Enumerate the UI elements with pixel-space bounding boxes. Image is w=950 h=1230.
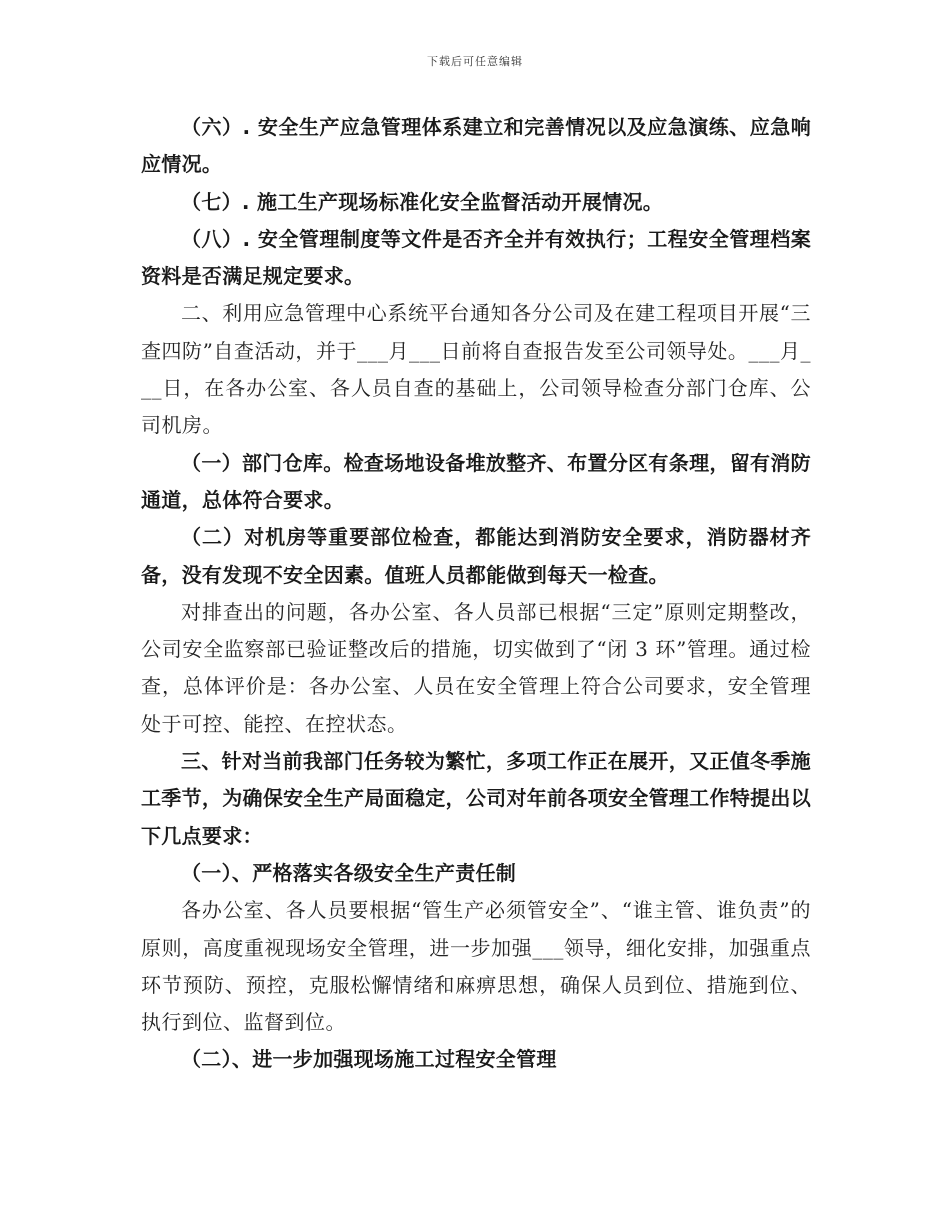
paragraph-requirement-1-heading: （一）、严格落实各级安全生产责任制 xyxy=(181,860,517,885)
paragraph-part-3: 三、针对当前我部门任务较为繁忙，多项工作正在展开，又正值冬季施工季节，为确保安全生产局面稳定，公司对年前各项安全管理工作特提出以下几点要求： xyxy=(141,749,811,848)
paragraph-rectification: 对排查出的问题，各办公室、各人员部已根据“三定”原则定期整改，公司安全监察部已验证整改后的措施，切实做到了“闭 3 环”管理。通过检查，总体评价是：各办公室、人员在安全管理上符合公司要求，安全管理处于可控、能控、在控状态。 xyxy=(141,599,811,736)
paragraph-requirement-2-heading: （二）、进一步加强现场施工过程安全管理 xyxy=(181,1047,557,1072)
page-header: 下载后可任意编辑 xyxy=(427,55,523,68)
paragraph-section-7: （七）. 施工生产现场标准化安全监督活动开展情况。 xyxy=(181,189,664,214)
paragraph-section-6: （六）. 安全生产应急管理体系建立和完善情况以及应急演练、应急响应情况。 xyxy=(141,115,811,177)
paragraph-part-2: 二、利用应急管理中心系统平台通知各分公司及在建工程项目开展“三查四防”自查活动，并于___月___日前将自查报告发至公司领导处。___月___日，在各办公室、各人员自查的基础上，公司领导检查分部门仓库、公司机房。 xyxy=(141,301,811,438)
document-body xyxy=(141,109,811,1079)
paragraph-section-8: （八）. 安全管理制度等文件是否齐全并有效执行；工程安全管理档案资料是否满足规定要求。 xyxy=(141,226,811,289)
paragraph-warehouse: （一）部门仓库。检查场地设备堆放整齐、布置分区有条理，留有消防通道，总体符合要求。 xyxy=(141,450,811,512)
paragraph-server-room: （二）对机房等重要部位检查，都能达到消防安全要求，消防器材齐备，没有发现不安全因素。值班人员都能做到每天一检查。 xyxy=(141,525,811,587)
paragraph-requirement-1-body: 各办公室、各人员要根据“管生产必须管安全”、“谁主管、谁负责”的原则，高度重视现场安全管理，进一步加强___领导，细化安排，加强重点环节预防、预控，克服松懈情绪和麻痹思想，确保人员到位、措施到位、执行到位、监督到位。 xyxy=(141,898,811,1035)
